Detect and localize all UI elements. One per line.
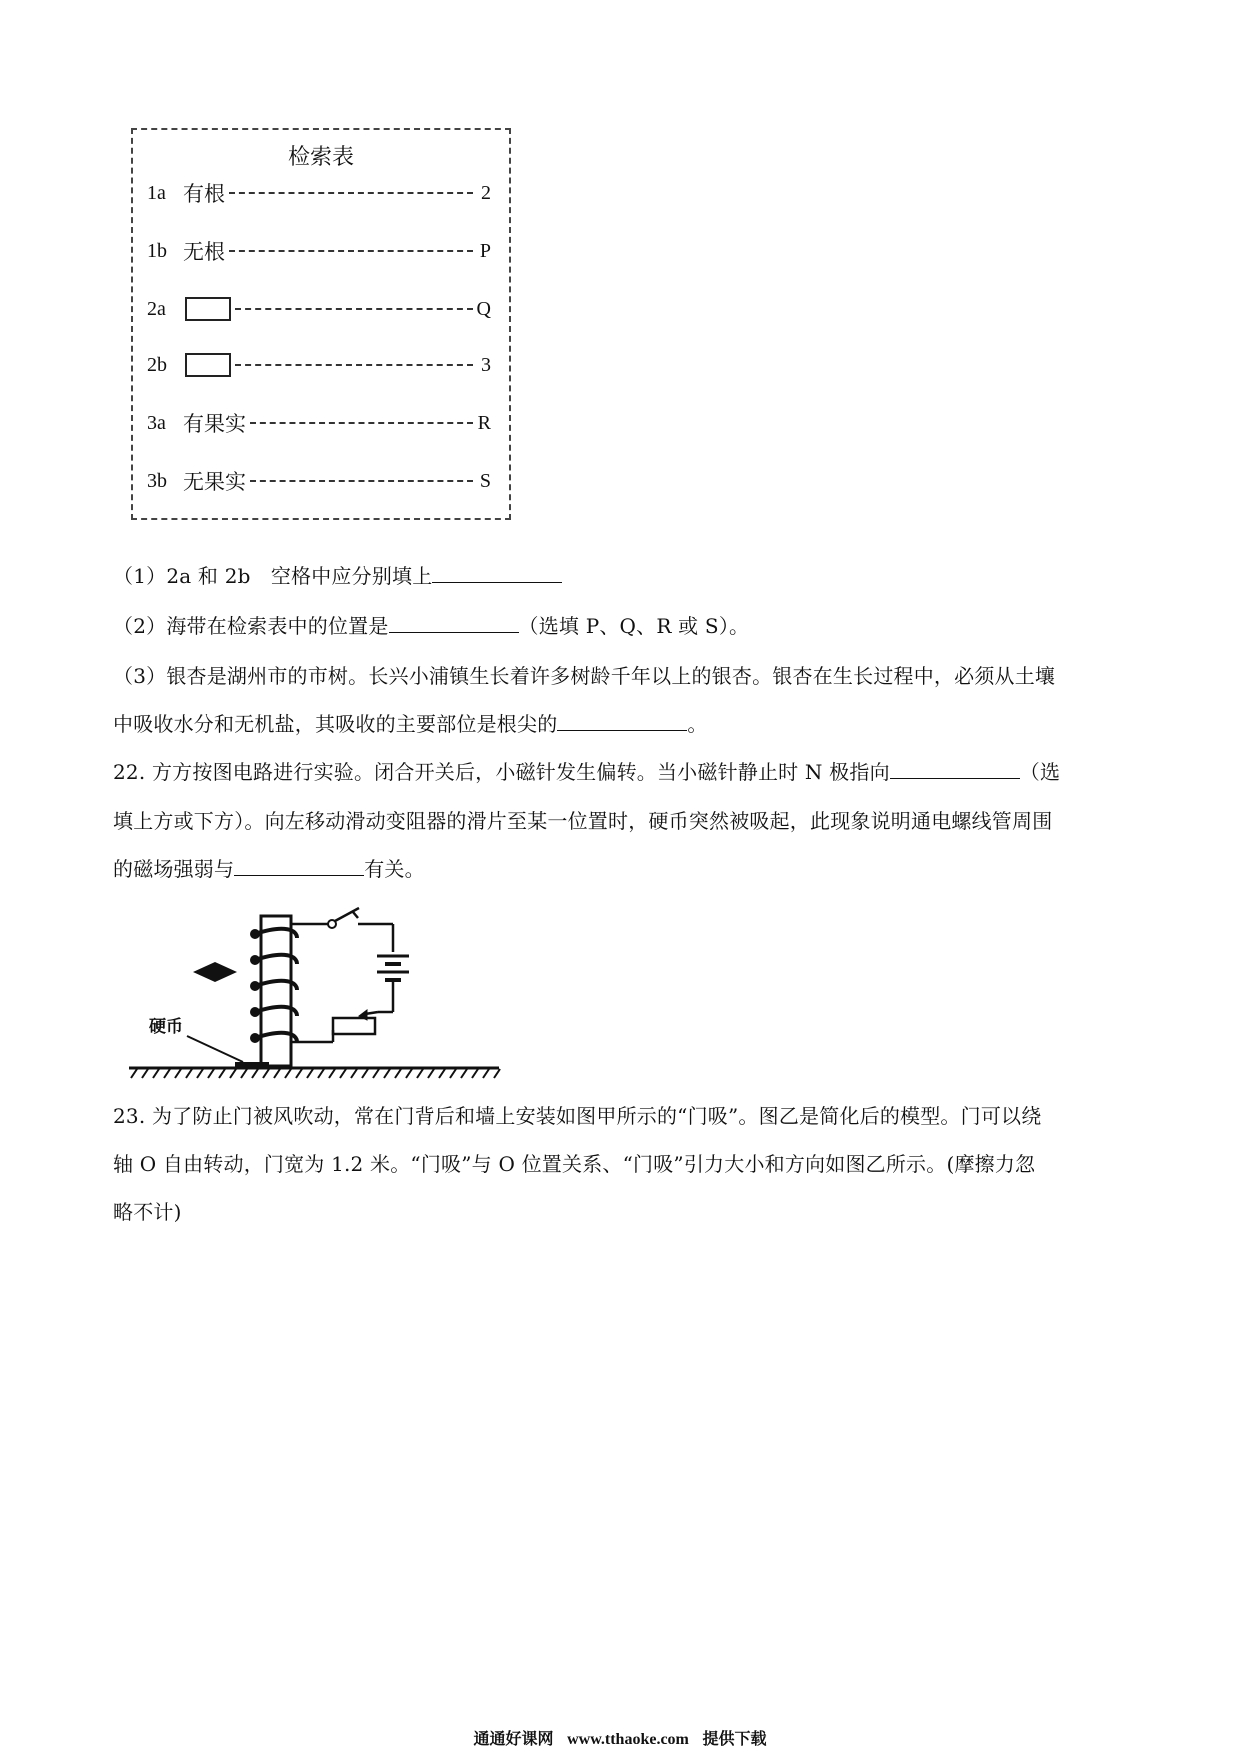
key-row-code: 1b bbox=[147, 239, 167, 262]
sliding-rheostat bbox=[333, 1010, 378, 1034]
footer-site-name: 通通好课网 bbox=[473, 1729, 554, 1748]
answer-blank[interactable] bbox=[557, 710, 687, 731]
question-22-text: 的磁场强弱与 bbox=[113, 857, 235, 881]
key-row-text: 有根 bbox=[183, 182, 225, 206]
key-row-3a bbox=[147, 408, 491, 438]
key-row-code: 2a bbox=[147, 297, 166, 320]
key-row-target: P bbox=[479, 239, 491, 262]
question-22-line-1 bbox=[113, 756, 1060, 785]
key-row-target: R bbox=[477, 411, 491, 434]
question-22-text: 22. 方方按图电路进行实验。闭合开关后，小磁针发生偏转。当小磁针静止时 N 极指向 bbox=[113, 760, 890, 784]
answer-blank[interactable] bbox=[890, 758, 1020, 779]
key-row-text: 无根 bbox=[183, 240, 225, 264]
battery bbox=[377, 956, 409, 980]
key-row-target: 2 bbox=[481, 181, 491, 204]
answer-blank[interactable] bbox=[389, 612, 519, 633]
page-footer bbox=[0, 1726, 1240, 1749]
question-3-line-1: （3）银杏是湖州市的市树。长兴小浦镇生长着许多树龄千年以上的银杏。银杏在生长过程中，必须从土壤 bbox=[113, 664, 1056, 688]
key-row-1a bbox=[147, 178, 491, 208]
question-23-line-2: 轴 O 自由转动，门宽为 1.2 米。“门吸”与 O 位置关系、“门吸”引力大小和方向如图乙所示。(摩擦力忽 bbox=[113, 1152, 1036, 1176]
question-2-hint: （选填 P、Q、R 或 S）。 bbox=[518, 614, 750, 638]
question-22-end: 有关。 bbox=[364, 857, 425, 881]
footer-url[interactable]: www.tthaoke.com bbox=[567, 1731, 689, 1748]
key-row-text: 无果实 bbox=[183, 470, 246, 494]
key-row-target: 3 bbox=[481, 353, 491, 376]
key-row-blank-box[interactable] bbox=[185, 353, 231, 377]
key-row-3b bbox=[147, 466, 491, 496]
key-table-title: 检索表 bbox=[287, 145, 354, 170]
key-row-2a bbox=[147, 294, 491, 324]
solenoid-core bbox=[261, 916, 291, 1066]
question-1 bbox=[113, 560, 562, 589]
compass-needle bbox=[193, 962, 237, 982]
key-row-code: 3b bbox=[147, 469, 167, 492]
question-3-end: 。 bbox=[687, 712, 708, 736]
key-row-text: 有果实 bbox=[183, 412, 246, 436]
coin-label: 硬币 bbox=[149, 1017, 183, 1037]
question-22-hint: （选 bbox=[1019, 760, 1061, 784]
question-23-line-1: 23. 为了防止门被风吹动，常在门背后和墙上安装如图甲所示的“门吸”。图乙是简化后的模型。门可以绕 bbox=[113, 1104, 1042, 1128]
question-2 bbox=[113, 610, 749, 639]
footer-suffix: 提供下载 bbox=[702, 1729, 767, 1748]
key-row-leader-line bbox=[229, 250, 473, 252]
key-row-leader-line bbox=[235, 308, 473, 310]
circuit-wires bbox=[291, 912, 393, 1042]
key-row-leader-line bbox=[250, 422, 473, 424]
answer-blank[interactable] bbox=[432, 562, 562, 583]
question-22-line-2: 填上方或下方）。向左移动滑动变阻器的滑片至某一位置时，硬币突然被吸起，此现象说明通电螺线管周围 bbox=[113, 809, 1053, 833]
key-row-code: 3a bbox=[147, 411, 166, 434]
question-3-line-2 bbox=[113, 708, 708, 737]
solenoid-circuit-figure bbox=[125, 902, 505, 1082]
key-row-leader-line bbox=[229, 192, 473, 194]
classification-key-table bbox=[131, 128, 511, 520]
key-row-target: S bbox=[479, 469, 491, 492]
key-row-1b bbox=[147, 236, 491, 266]
key-row-target: Q bbox=[476, 297, 491, 320]
question-1-text: （1）2a 和 2b 空格中应分别填上 bbox=[113, 564, 433, 588]
question-23-line-3: 略不计) bbox=[113, 1200, 182, 1224]
question-2-text: （2）海带在检索表中的位置是 bbox=[113, 614, 389, 638]
ground-surface bbox=[129, 1068, 500, 1078]
answer-blank[interactable] bbox=[234, 855, 364, 876]
key-row-code: 2b bbox=[147, 353, 167, 376]
key-row-2b bbox=[147, 350, 491, 380]
key-row-blank-box[interactable] bbox=[185, 297, 231, 321]
key-row-leader-line bbox=[250, 480, 473, 482]
question-22-line-3 bbox=[113, 853, 425, 882]
question-3-text: 中吸收水分和无机盐，其吸收的主要部位是根尖的 bbox=[113, 712, 558, 736]
key-row-leader-line bbox=[235, 364, 473, 366]
coin-pointer-line bbox=[187, 1036, 243, 1062]
key-row-code: 1a bbox=[147, 181, 166, 204]
switch bbox=[328, 908, 359, 928]
